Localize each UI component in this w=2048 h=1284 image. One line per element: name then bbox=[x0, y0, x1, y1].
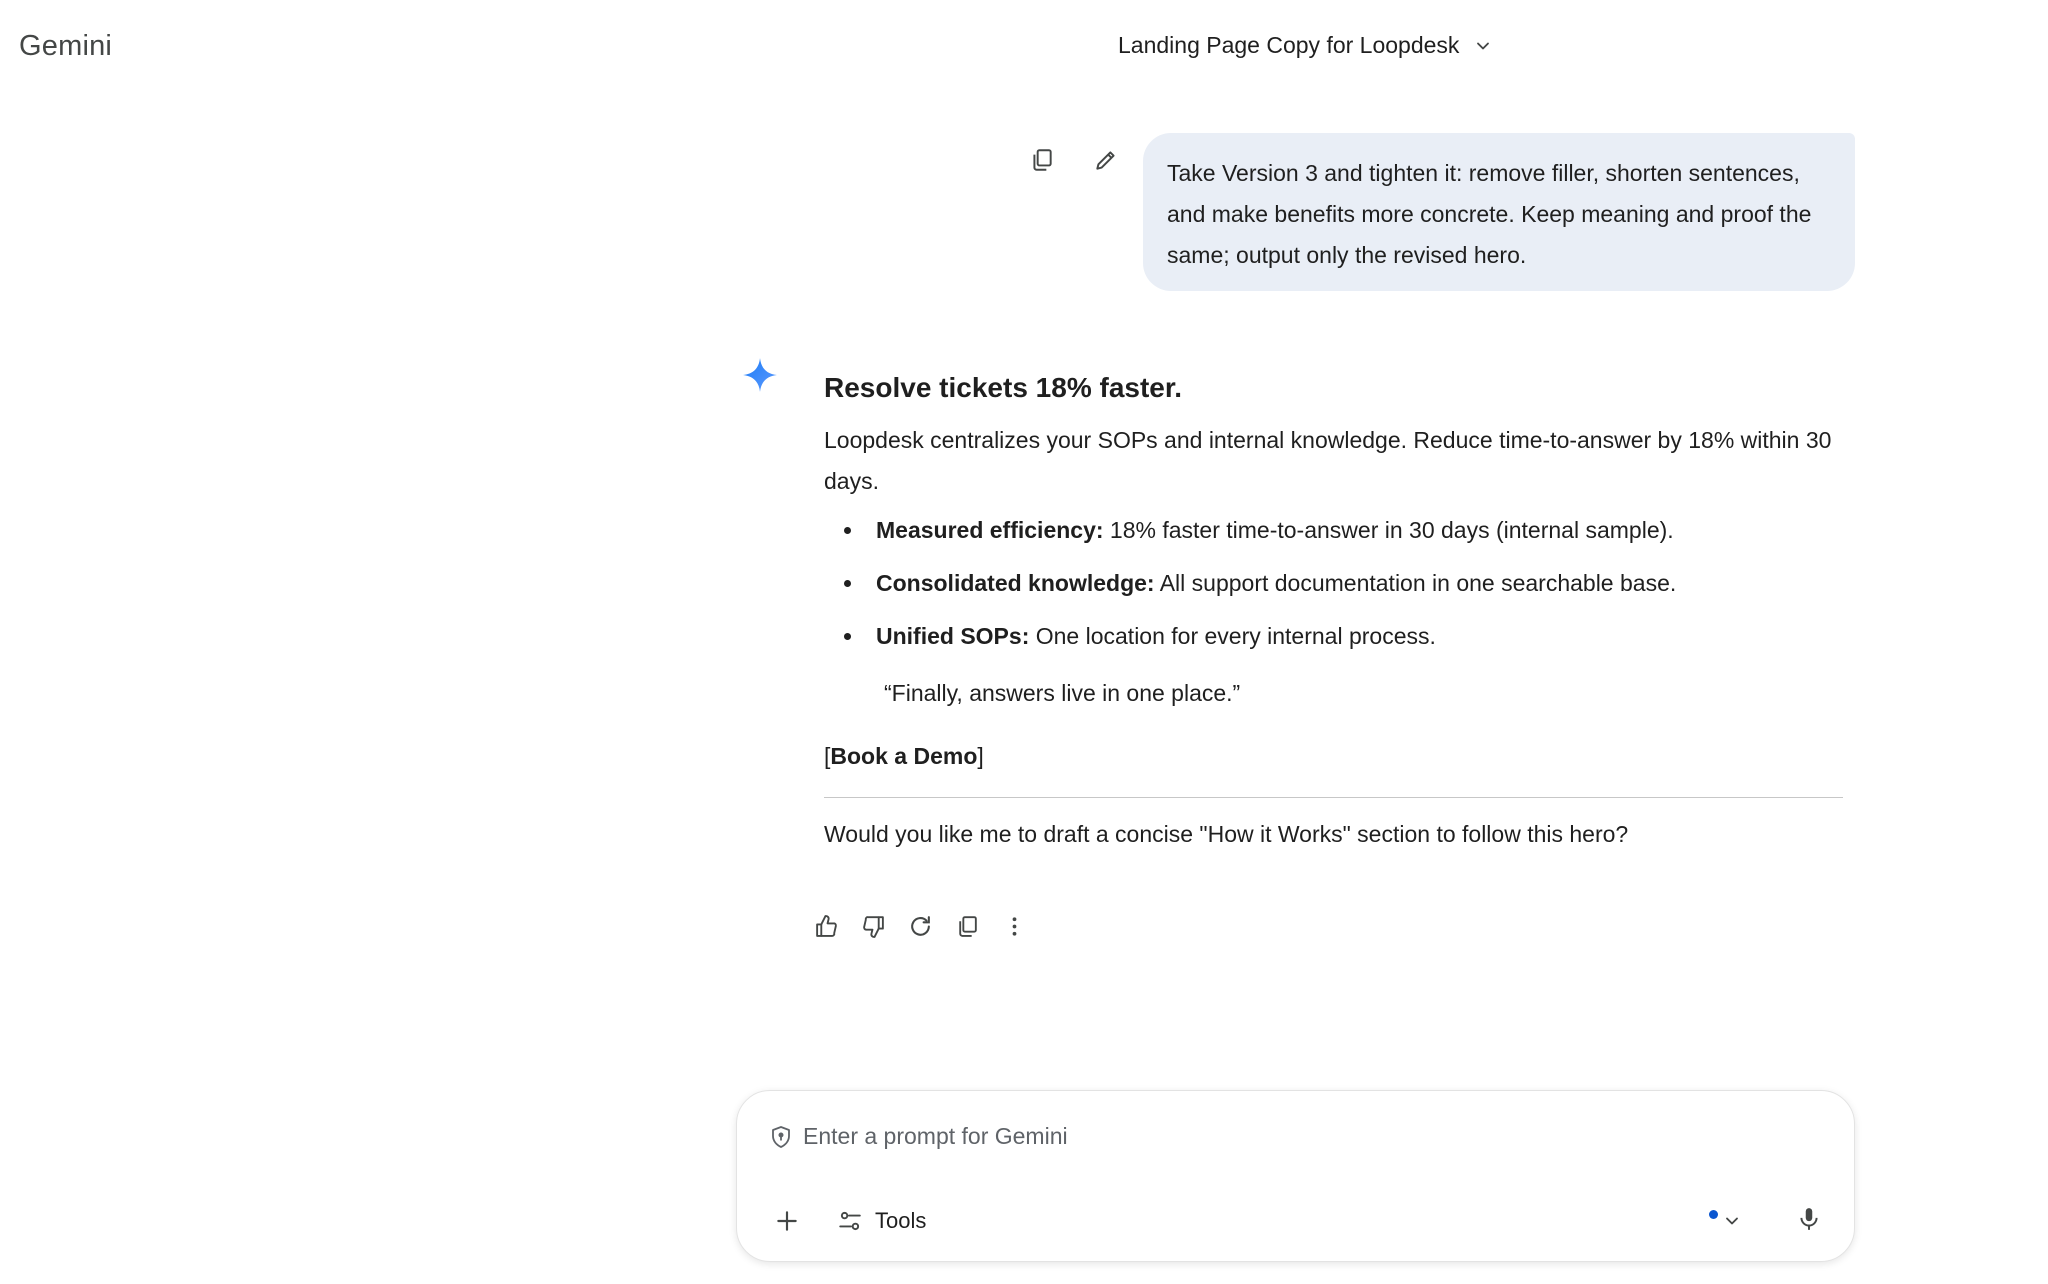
cta-close-bracket: ] bbox=[977, 743, 984, 769]
response-actions bbox=[808, 908, 1032, 944]
copy-icon bbox=[1029, 147, 1055, 173]
prompt-row bbox=[769, 1123, 1703, 1150]
bullet-label: Consolidated knowledge: bbox=[876, 570, 1155, 596]
list-item bbox=[824, 616, 1844, 657]
testimonial-quote: “Finally, answers live in one place.” bbox=[884, 680, 1241, 706]
cta-line bbox=[824, 736, 1844, 777]
more-vert-icon bbox=[1002, 914, 1027, 939]
chat-title-dropdown[interactable] bbox=[1118, 32, 1493, 59]
mic-icon bbox=[1796, 1206, 1822, 1232]
app-title: Gemini bbox=[19, 30, 113, 62]
add-attachment-button[interactable] bbox=[767, 1201, 807, 1241]
model-response bbox=[824, 366, 1844, 855]
tools-button[interactable] bbox=[837, 1201, 926, 1241]
copy-icon bbox=[955, 914, 980, 939]
cta-label: Book a Demo bbox=[830, 743, 978, 769]
bullet-label: Measured efficiency: bbox=[876, 517, 1104, 543]
bullet-text: One location for every internal process. bbox=[1029, 623, 1436, 649]
bullet-label: Unified SOPs: bbox=[876, 623, 1030, 649]
thumbs-up-button[interactable] bbox=[808, 908, 844, 944]
refresh-icon bbox=[908, 914, 933, 939]
cta-open-bracket: [ bbox=[824, 743, 831, 769]
prompt-input[interactable] bbox=[803, 1123, 1703, 1150]
thumbs-up-icon bbox=[814, 914, 839, 939]
benefit-list bbox=[824, 510, 1844, 657]
user-message: Take Version 3 and tighten it: remove filler, shorten sentences, and make benefits more concrete. Keep meaning and proof the same; output only the revised hero. bbox=[1143, 133, 1855, 291]
chevron-down-icon bbox=[1722, 1211, 1742, 1231]
response-heading: Resolve tickets 18% faster. bbox=[824, 372, 1182, 403]
bullet-text: All support documentation in one searchable base. bbox=[1154, 570, 1677, 596]
copy-prompt-button[interactable] bbox=[1024, 142, 1060, 178]
chat-title-text: Landing Page Copy for Loopdesk bbox=[1118, 32, 1460, 58]
more-options-button[interactable] bbox=[996, 908, 1032, 944]
response-paragraph: Loopdesk centralizes your SOPs and internal knowledge. Reduce time-to-answer by 18% within 30 days. bbox=[824, 427, 1832, 494]
copy-response-button[interactable] bbox=[949, 908, 985, 944]
prompt-composer bbox=[736, 1090, 1855, 1262]
model-status-dot bbox=[1709, 1210, 1718, 1219]
plus-icon bbox=[774, 1208, 800, 1234]
tools-label: Tools bbox=[875, 1208, 927, 1233]
divider bbox=[824, 797, 1843, 798]
microphone-button[interactable] bbox=[1789, 1199, 1829, 1239]
tools-icon bbox=[837, 1208, 863, 1234]
bullet-text: 18% faster time-to-answer in 30 days (internal sample). bbox=[1103, 517, 1674, 543]
model-selector-button[interactable] bbox=[1701, 1201, 1749, 1241]
thumbs-down-button[interactable] bbox=[855, 908, 891, 944]
gemini-sparkle-icon bbox=[742, 357, 778, 393]
edit-prompt-button[interactable] bbox=[1088, 142, 1124, 178]
regenerate-button[interactable] bbox=[902, 908, 938, 944]
chevron-down-icon bbox=[1473, 36, 1493, 56]
edit-icon bbox=[1093, 147, 1119, 173]
shield-icon bbox=[769, 1125, 793, 1149]
followup-question: Would you like me to draft a concise "How it Works" section to follow this hero? bbox=[824, 821, 1629, 847]
thumbs-down-icon bbox=[861, 914, 886, 939]
list-item bbox=[824, 563, 1844, 604]
list-item bbox=[824, 510, 1844, 551]
